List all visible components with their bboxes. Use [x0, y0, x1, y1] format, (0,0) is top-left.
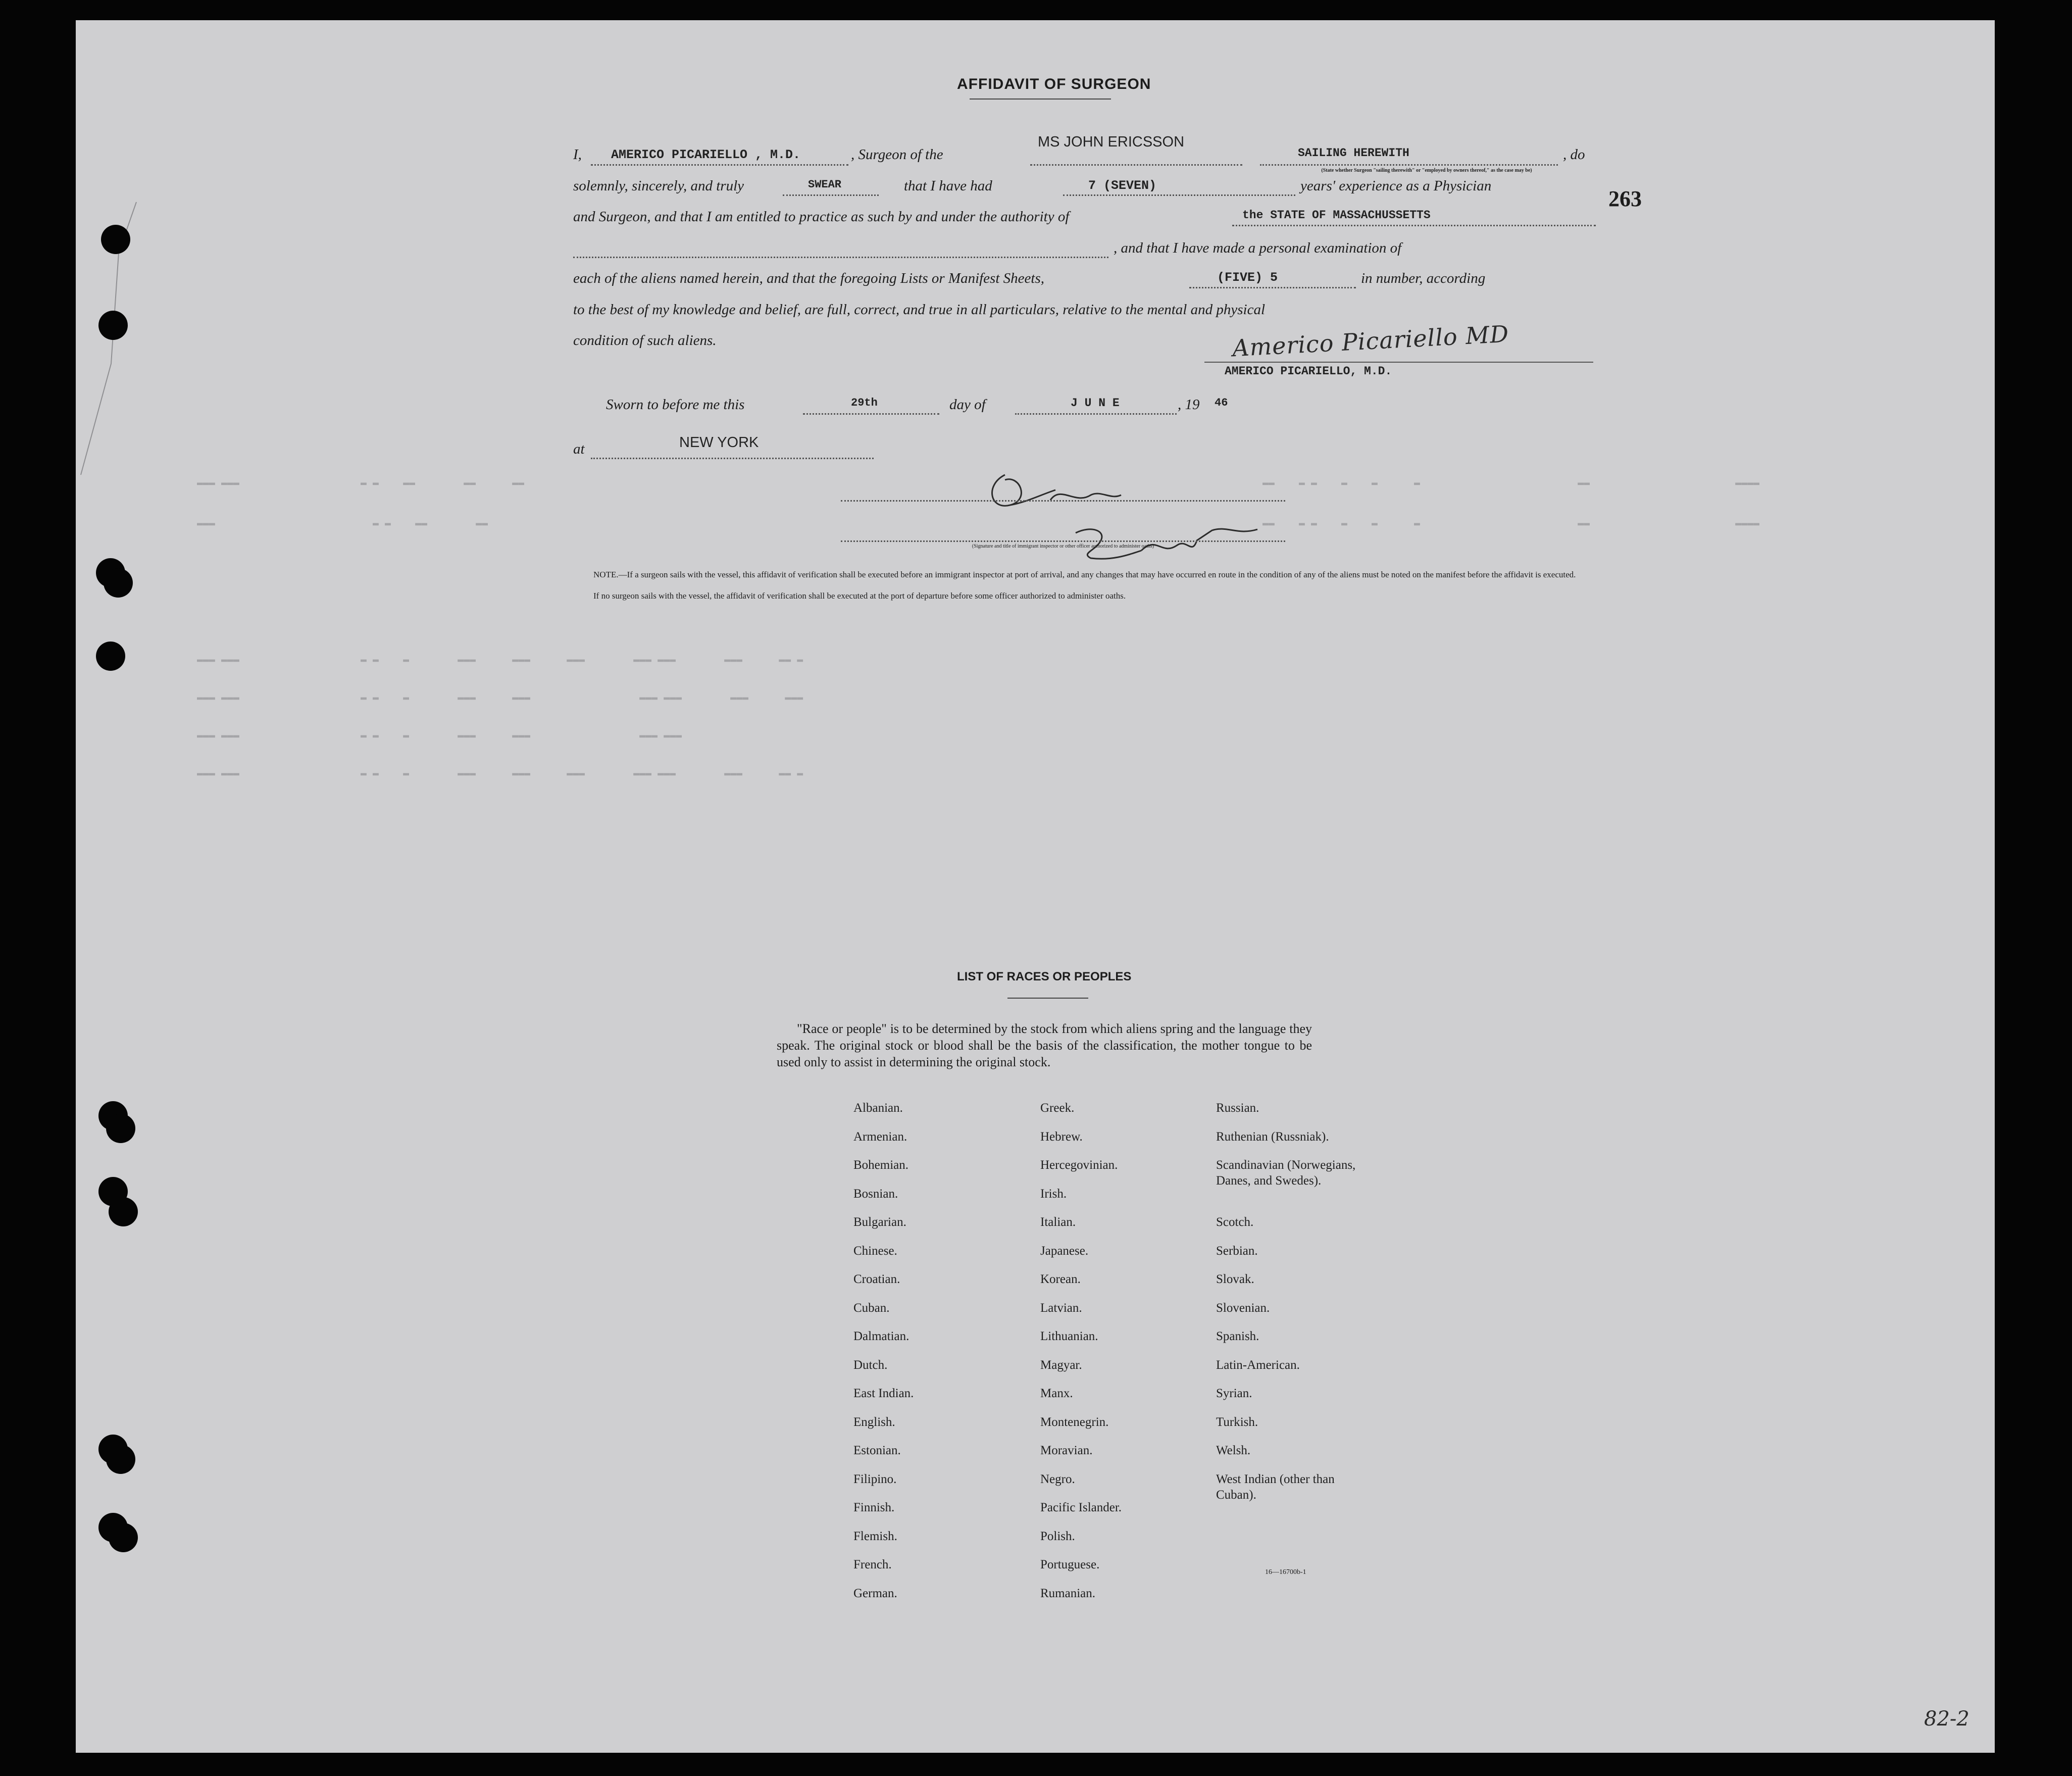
race-item: Spanish.: [1216, 1329, 1259, 1343]
races-intro: "Race or people" is to be determined by the stock from which aliens spring and the language they speak. The original stock or blood shall be the basis of the classification, the mother tongue to be used only to assist in determining the original stock.: [777, 1021, 1312, 1069]
race-item: Hebrew.: [1040, 1129, 1083, 1144]
race-item: West Indian (other than: [1216, 1472, 1335, 1486]
race-item: Hercegovinian.: [1040, 1158, 1118, 1172]
officer-line-2: [841, 540, 1285, 542]
race-item: English.: [853, 1415, 895, 1429]
race-item: Cuban.: [853, 1301, 890, 1315]
signature-line: [1204, 362, 1593, 363]
corner-mark: 82-2: [1924, 1707, 1969, 1731]
race-item: Albanian.: [853, 1101, 903, 1115]
sworn-month: J U N E: [1071, 397, 1120, 410]
swear-value: SWEAR: [808, 178, 842, 191]
race-item: Negro.: [1040, 1472, 1075, 1486]
officer-line-1: [841, 500, 1285, 502]
text-year-prefix: , 19: [1178, 397, 1200, 413]
text-do: , do: [1563, 146, 1585, 163]
page-number: 263: [1608, 186, 1642, 211]
race-item: Filipino.: [853, 1472, 897, 1486]
text-condition: condition of such aliens.: [573, 332, 717, 349]
race-item: German.: [853, 1586, 897, 1600]
race-item: Irish.: [1040, 1187, 1067, 1201]
race-item: Montenegrin.: [1040, 1415, 1109, 1429]
race-item: Korean.: [1040, 1272, 1081, 1286]
race-item: Bosnian.: [853, 1187, 898, 1201]
race-item: Manx.: [1040, 1387, 1073, 1400]
race-item: Greek.: [1040, 1101, 1075, 1115]
race-item: Dalmatian.: [853, 1329, 909, 1343]
race-item: Dutch.: [853, 1358, 888, 1372]
vessel-name: MS JOHN ERICSSON: [1038, 134, 1185, 150]
surgeon-name: AMERICO PICARIELLO , M.D.: [611, 147, 801, 162]
text-in-number: in number, according: [1361, 270, 1486, 286]
note-paragraph-1: NOTE.—If a surgeon sails with the vessel, this affidavit of verification shall be executed before an immigrant inspector at port of arrival, and any changes that may have occurred en route in the condition of any of the aliens must be noted on the manifest before the affidavit is executed.: [593, 570, 1576, 579]
affidavit-title: AFFIDAVIT OF SURGEON: [957, 76, 1151, 92]
sworn-day: 29th: [851, 397, 878, 409]
race-item: Syrian.: [1216, 1387, 1252, 1400]
race-item: Latin-American.: [1216, 1358, 1300, 1372]
race-item: Turkish.: [1216, 1415, 1258, 1429]
race-item: Bohemian.: [853, 1158, 909, 1172]
surgeon-signature: Americo Picariello MD: [1231, 320, 1510, 362]
race-item: Magyar.: [1040, 1358, 1082, 1372]
race-item: Polish.: [1040, 1529, 1075, 1543]
race-item: Lithuanian.: [1040, 1329, 1098, 1343]
text-surgeon-of: , Surgeon of the: [851, 146, 943, 163]
authority-value: the STATE OF MASSACHUSSETTS: [1242, 209, 1431, 222]
race-item: Flemish.: [853, 1529, 897, 1543]
race-item: Rumanian.: [1040, 1586, 1096, 1600]
race-item: Serbian.: [1216, 1244, 1258, 1258]
sheets-line: [1189, 287, 1356, 288]
race-item: Ruthenian (Russniak).: [1216, 1129, 1329, 1144]
race-item: Finnish.: [853, 1501, 895, 1514]
note-paragraph-2: If no surgeon sails with the vessel, the affidavit of verification shall be executed at the port of departure before some officer authorized to administer oaths.: [593, 591, 1126, 601]
text-at: at: [573, 441, 585, 457]
officer-caption: (Signature and title of immigrant inspector or other officer authorized to administer oaths): [972, 544, 1154, 549]
race-item: Croatian.: [853, 1272, 900, 1286]
race-item: Pacific Islander.: [1040, 1501, 1122, 1514]
race-item: French.: [853, 1558, 892, 1571]
text-have-had: that I have had: [904, 178, 992, 194]
race-item: Cuban).: [1216, 1488, 1256, 1502]
sailing-status: SAILING HEREWITH: [1298, 146, 1409, 160]
text-best: to the best of my knowledge and belief, are full, correct, and true in all particulars, relative to the mental and physical: [573, 302, 1266, 318]
text-and-surgeon: and Surgeon, and that I am entitled to practice as such by and under the authority of: [573, 209, 1070, 225]
sailing-line: [1260, 164, 1558, 166]
race-item: Latvian.: [1040, 1301, 1082, 1315]
race-item: Moravian.: [1040, 1444, 1093, 1457]
sailing-note: (State whether Surgeon "sailing therewith" or "employed by owners thereof," as the case may be): [1321, 168, 1532, 173]
race-item: Scotch.: [1216, 1215, 1254, 1229]
race-item: Danes, and Swedes).: [1216, 1174, 1322, 1188]
document-sheet: 263 AFFIDAVIT OF SURGEON I, AMERICO PICARIELLO , M.D. , Surgeon of the MS JOHN ERICSSON SAILING HEREWITH , do (State whether Surgeon "sailing therewith" or "employed by owners thereof," as the case may be) solemnly, sincerely, and truly SWEAR that I have had 7 (SEVEN) years' experience as a Physician and Surgeon, and that I am entitled to practice as such by and under the authority of the STATE OF MASSACHUSSETTS , and that I have made a personal examination of each of the aliens named herein, and that the foregoing Lists or Manifest Sheets, (FIVE) 5 in number, according to the best of my knowledge and belief, are full, correct, and true in all particulars, relative to the mental and physical condition of such aliens. Americo Picariello MD AMERICO PICARIELLO, M.D. Sworn to before me this 29th day of J U N E , 19 46 at NEW YORK (Signature and title of immigrant inspector or other officer authorized to administer oaths) NOTE.—If a surgeon sails with the vessel, this affidavit of verification shall be executed before an immigrant inspector at port of arrival, and any changes that may have occurred en route in the condition of any of the aliens must be noted on the manifest before the affidavit is executed. If no surgeon sails with the vessel, the affidavit of verification shall be executed at the port of departure before some officer authorized to administer oaths. ▬▬▬ ▬▬▬ ▬ ▬ ▬▬ ▬▬ ▬▬ ▬▬▬ ▬ ▬ ▬▬ ▬▬ ▬▬▬ ▬▬▬ ▬ ▬ ▬ ▬▬▬ ▬▬▬ ▬▬▬ ▬▬▬ ▬▬▬ ▬▬▬ ▬▬ ▬ ▬▬▬ ▬▬▬ ▬ ▬ ▬ ▬▬▬ ▬▬▬ ▬▬▬ ▬▬▬ ▬▬▬ ▬▬▬ ▬▬▬ ▬▬▬ ▬ ▬ ▬ ▬▬▬ ▬▬▬ ▬▬▬ ▬▬▬ ▬▬▬ ▬▬▬ ▬ ▬ ▬ ▬▬▬ ▬▬▬ ▬▬▬ ▬▬▬ ▬▬▬ ▬▬▬ ▬▬ ▬ ▬▬ ▬ ▬ ▬ ▬ ▬ ▬▬ ▬▬▬▬ ▬▬ ▬ ▬ ▬ ▬ ▬ ▬▬ ▬▬▬▬ LIST OF RACES OR PEOPLES "Race or people" is to be determined by the stock from which aliens spring and the language they speak. The original stock or blood shall be the basis of the classification, the mother tongue to be used only to assist in determining the original stock. Albanian. Armenian. Bohemian. Bosnian. Bulgarian. Chinese. Croatian. Cuban. Dalmatian. Dutch. East Indian. English. Estonian. Filipino. Finnish. Flemish. French. German. Greek. Hebrew. Hercegovinian. Irish. Italian. Japanese. Korean. Latvian. Lithuanian. Magyar. Manx. Montenegrin. Moravian. Negro. Pacific Islander. Polish. Portuguese. Rumanian. Russian. Ruthenian (Russniak). Scandinavian (Norwegians, Danes, and Swedes). Scotch. Serbian. Slovak. Slovenian. Spanish. Latin-American. Syrian. Turkish. Welsh. West Indian (other than Cuban). 16—16700b-1 82-2: [76, 20, 1995, 1753]
vessel-line: [1030, 164, 1242, 166]
surgeon-name-line: [591, 164, 848, 166]
text-i: I,: [573, 146, 582, 163]
place-line: [591, 458, 874, 459]
sheets-value: (FIVE) 5: [1217, 270, 1278, 285]
authority-cont-line: [573, 257, 1108, 258]
race-item: Welsh.: [1216, 1444, 1251, 1457]
month-line: [1015, 413, 1177, 415]
years-value: 7 (SEVEN): [1088, 178, 1157, 193]
race-item: Bulgarian.: [853, 1215, 906, 1229]
form-number: 16—16700b-1: [1265, 1568, 1306, 1576]
text-sworn: Sworn to before me this: [606, 397, 745, 413]
text-personal: , and that I have made a personal examination of: [1114, 240, 1402, 256]
swear-line: [783, 194, 879, 196]
race-item: Estonian.: [853, 1444, 901, 1457]
race-item: Armenian.: [853, 1129, 907, 1144]
text-solemnly: solemnly, sincerely, and truly: [573, 178, 744, 194]
place-value: NEW YORK: [679, 434, 759, 451]
authority-line: [1232, 225, 1596, 226]
years-line: [1063, 194, 1295, 196]
sworn-year: 46: [1215, 397, 1228, 409]
race-item: Japanese.: [1040, 1244, 1089, 1258]
day-line: [803, 413, 939, 415]
text-years-exp: years' experience as a Physician: [1300, 178, 1492, 194]
race-item: Slovak.: [1216, 1272, 1254, 1286]
race-item: Italian.: [1040, 1215, 1076, 1229]
race-item: Slovenian.: [1216, 1301, 1270, 1315]
races-title-rule: [1007, 998, 1088, 999]
races-title: LIST OF RACES OR PEOPLES: [957, 970, 1132, 983]
race-item: Scandinavian (Norwegians,: [1216, 1158, 1356, 1172]
race-item: East Indian.: [853, 1387, 914, 1400]
title-rule: [970, 98, 1111, 100]
text-day-of: day of: [949, 397, 986, 413]
text-each: each of the aliens named herein, and that the foregoing Lists or Manifest Sheets,: [573, 270, 1044, 286]
signer-typed-name: AMERICO PICARIELLO, M.D.: [1225, 365, 1392, 378]
race-item: Russian.: [1216, 1101, 1259, 1115]
race-item: Chinese.: [853, 1244, 897, 1258]
race-item: Portuguese.: [1040, 1558, 1100, 1571]
